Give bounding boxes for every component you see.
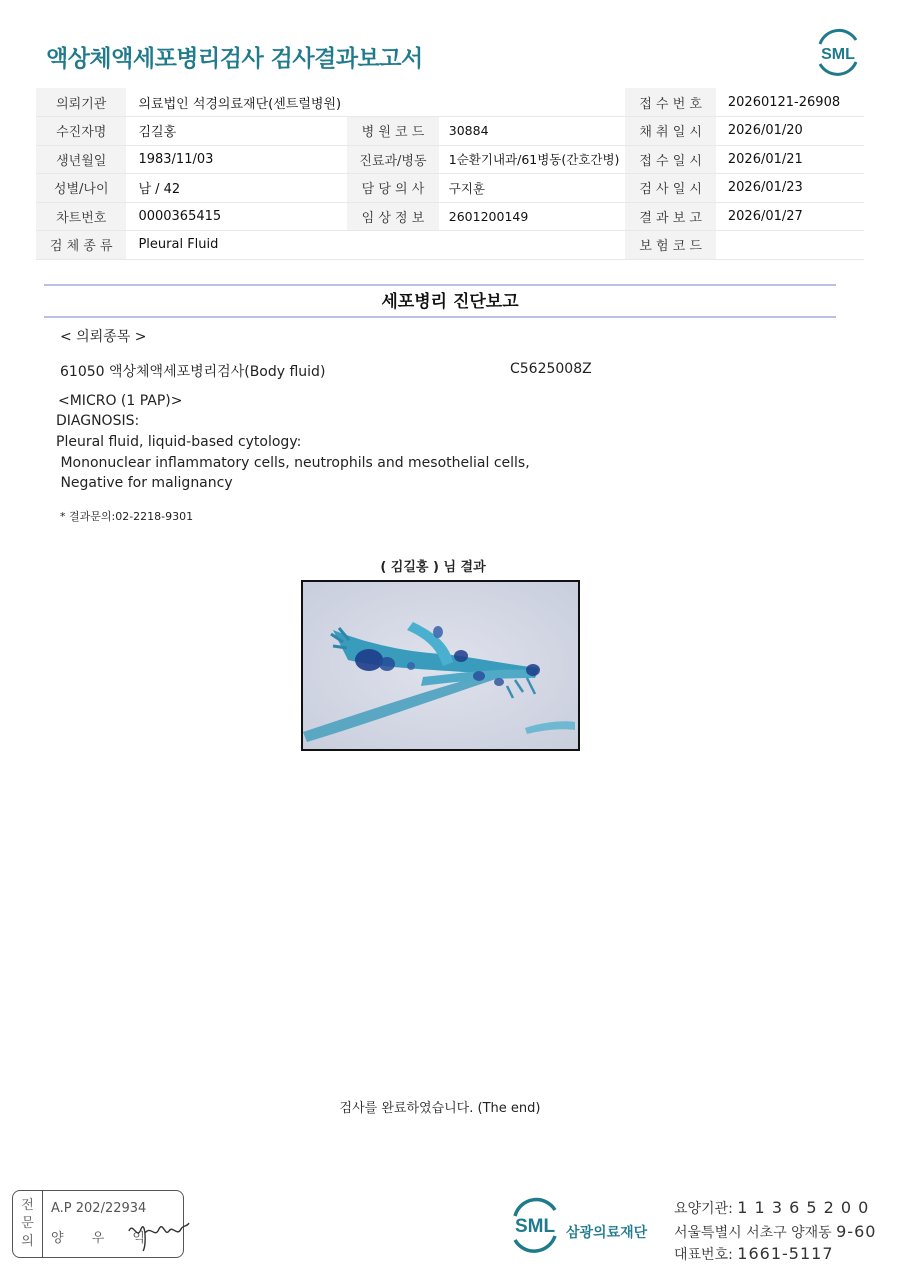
institution-code bbox=[674, 1198, 869, 1218]
info-label: 진료과/병동 bbox=[347, 145, 439, 174]
end-text: 검사를 완료하였습니다. (The end) bbox=[339, 1101, 541, 1116]
stamp-side-char: 전 bbox=[21, 1198, 34, 1213]
info-label: 접 수 번 호 bbox=[625, 88, 715, 117]
cytology-image bbox=[301, 580, 580, 751]
info-value: 남 / 42 bbox=[126, 174, 347, 203]
diagnosis-line: Mononuclear inflammatory cells, neutrophils and mesothelial cells, bbox=[56, 455, 530, 471]
address-number: 9-60 bbox=[836, 1222, 877, 1241]
order-item: 61050 액상체액세포병리검사(Body fluid) bbox=[60, 364, 326, 380]
info-row bbox=[36, 174, 864, 203]
phone-label: 대표번호: bbox=[674, 1247, 733, 1263]
info-label: 접 수 일 시 bbox=[625, 145, 715, 174]
pathologist-name: 양 우 익 bbox=[51, 1231, 157, 1246]
pathologist-stamp bbox=[12, 1190, 184, 1258]
info-label: 병 원 코 드 bbox=[347, 117, 439, 146]
info-label: 임 상 정 보 bbox=[347, 202, 439, 231]
info-value: 0000365415 bbox=[126, 202, 347, 231]
diagnosis-line: Negative for malignancy bbox=[56, 475, 233, 491]
info-value bbox=[439, 88, 626, 117]
info-row bbox=[36, 145, 864, 174]
info-value bbox=[716, 231, 864, 260]
phone bbox=[674, 1244, 834, 1264]
info-value: 30884 bbox=[439, 117, 626, 146]
info-value bbox=[439, 231, 626, 260]
address bbox=[674, 1222, 876, 1242]
institution-code-label: 요양기관: bbox=[674, 1201, 733, 1217]
info-label bbox=[347, 231, 439, 260]
info-label: 의뢰기관 bbox=[36, 88, 126, 117]
section-title: 세포병리 진단보고 bbox=[381, 292, 519, 312]
info-value: 1순환기내과/61병동(간호간병) bbox=[439, 145, 626, 174]
info-value: 1983/11/03 bbox=[126, 145, 347, 174]
diagnosis-label: DIAGNOSIS: bbox=[56, 413, 140, 429]
sml-footer-logo-icon bbox=[507, 1196, 563, 1254]
info-row bbox=[36, 202, 864, 231]
info-value: 2026/01/20 bbox=[716, 117, 864, 146]
micro-label: <MICRO (1 PAP)> bbox=[58, 393, 183, 409]
image-caption: ( 김길홍 ) 님 결과 bbox=[380, 560, 486, 575]
sml-footer-logo-text: SML bbox=[514, 1216, 556, 1237]
signature-icon bbox=[125, 1211, 191, 1255]
foundation-name: 삼광의료재단 bbox=[566, 1225, 648, 1241]
info-row bbox=[36, 231, 864, 260]
diagnosis-line: Pleural fluid, liquid-based cytology: bbox=[56, 434, 302, 450]
section-rule-top bbox=[44, 284, 836, 286]
info-value: 2026/01/27 bbox=[716, 202, 864, 231]
info-label: 보 험 코 드 bbox=[625, 231, 715, 260]
info-label: 차트번호 bbox=[36, 202, 126, 231]
info-label: 수진자명 bbox=[36, 117, 126, 146]
info-label bbox=[347, 88, 439, 117]
info-value: 2601200149 bbox=[439, 202, 626, 231]
order-heading: < 의뢰종목 > bbox=[60, 329, 147, 345]
info-label: 검 체 종 류 bbox=[36, 231, 126, 260]
info-value: 구지훈 bbox=[439, 174, 626, 203]
ap-number: A.P 202/22934 bbox=[51, 1201, 147, 1216]
section-rule-bottom bbox=[44, 316, 836, 318]
info-label: 채 취 일 시 bbox=[625, 117, 715, 146]
info-label: 생년월일 bbox=[36, 145, 126, 174]
info-row bbox=[36, 117, 864, 146]
info-value: 2026/01/23 bbox=[716, 174, 864, 203]
info-label: 담 당 의 사 bbox=[347, 174, 439, 203]
info-label: 결 과 보 고 bbox=[625, 202, 715, 231]
sml-logo-icon bbox=[812, 28, 864, 76]
info-value: Pleural Fluid bbox=[126, 231, 347, 260]
info-row bbox=[36, 88, 864, 117]
stamp-side-char: 문 bbox=[21, 1216, 34, 1231]
info-label: 성별/나이 bbox=[36, 174, 126, 203]
phone-value: 1661-5117 bbox=[737, 1244, 834, 1263]
stamp-side-label bbox=[13, 1191, 43, 1257]
institution-code-value: 1 1 3 6 5 2 0 0 bbox=[737, 1198, 870, 1217]
address-text: 서울특별시 서초구 양재동 bbox=[674, 1225, 832, 1241]
patient-info-table bbox=[36, 88, 864, 260]
stamp-side-char: 의 bbox=[21, 1234, 34, 1249]
info-value: 김길홍 bbox=[126, 117, 347, 146]
sml-logo-text: SML bbox=[821, 46, 855, 63]
info-value: 20260121-26908 bbox=[716, 88, 864, 117]
result-inquiry: * 결과문의:02-2218-9301 bbox=[60, 510, 194, 523]
info-value: 의료법인 석경의료재단(센트럴병원) bbox=[126, 88, 347, 117]
info-label: 검 사 일 시 bbox=[625, 174, 715, 203]
info-value: 2026/01/21 bbox=[716, 145, 864, 174]
order-code: C5625008Z bbox=[510, 361, 592, 377]
report-title: 액상체액세포병리검사 검사결과보고서 bbox=[46, 46, 423, 72]
